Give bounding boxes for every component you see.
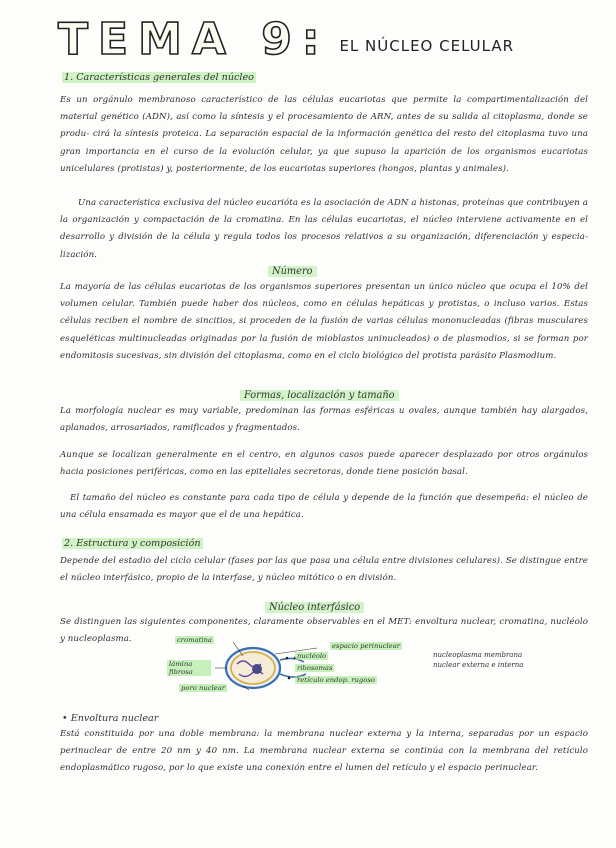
page-subtitle: EL NÚCLEO CELULAR — [339, 37, 515, 55]
interfasico-paragraph: Se distinguen las siguientes componentes, claramente observables en el MET: envoltura nuclear, cromatina, nucléolo y nucleoplasma. — [60, 617, 588, 645]
nucleus-diagram — [165, 632, 585, 700]
envoltura-paragraph: Está constituida por una doble membrana: la membrana nuclear externa y la interna, separadas por un espacio perinuclear de entre 20 nm y 40 nm. La membrana nuclear externa se continúa con la membrana del retículo endoplasmático rugoso, por lo que existe una conexión entre el lumen del retículo y el espacio perinuclear. — [60, 729, 588, 774]
ribosome — [288, 677, 291, 680]
interfasico-heading: Núcleo interfásico — [265, 602, 364, 613]
numero-heading: Número — [268, 266, 317, 277]
section1-paragraph1: Es un orgánulo membranoso característico de las células eucariotas que permite la compartimentalización del material genético (ADN), así como la síntesis y el procesamiento de ARN, antes de su salida al citoplasma, donde se produ- cirá la síntesis proteica. La separación espacial de la información genética del resto del citoplasma tuvo una gran importancia en el curso de la evolución celular, ya que supuso la aparición de los organismos eucariotas unicelulares (protistas) y, posteriormente, de los eucariotas superiores (hongos, plantas y animales). — [60, 95, 588, 174]
ribosome — [286, 657, 289, 660]
diagram-side-note: nucleoplasma membrana nuclear externa e interna — [433, 651, 524, 669]
section2-paragraph: Depende del estadio del ciclo celular (fases por las que pasa una célula entre divisiones celulares). Se distingue entre el núcleo interfásico, propio de la interfase, y núcleo mitótico o en división. — [60, 556, 588, 584]
formas-heading: Formas, localización y tamaño — [240, 390, 399, 401]
label-lamina: lámina fibrosa — [167, 660, 211, 676]
label-nucleolo: nucléolo — [297, 652, 327, 660]
nucleolus — [252, 664, 262, 674]
section1-paragraph2: Una característica exclusiva del núcleo eucarióta es la asociación de ADN a histonas, proteínas que contribuyen a la organización y compactación de la cromatina. En las células eucariotas, el núcleo interviene activamente en el desarrollo y división de la célula y regula todos los procesos relativos a su organización, diferenciación y especia- lización. — [60, 198, 588, 260]
label-reticulo: retículo endop. rugoso — [297, 676, 375, 684]
section2-heading: 2. Estructura y composición — [64, 538, 201, 549]
formas-paragraph3: El tamaño del núcleo es constante para cada tipo de célula y depende de la función que desempeña: el núcleo de una célula ensamada es mayor que el de una hepática. — [60, 493, 588, 521]
formas-paragraph2: Aunque se localizan generalmente en el centro, en algunos casos puede aparecer desplazado por otros orgánulos hacia posiciones periféricas, como en las epiteliales secretoras, donde tiene posición basal. — [60, 450, 588, 478]
label-poro: poro nuclear — [181, 684, 226, 692]
tema-title: TEMA 9: — [58, 14, 330, 65]
formas-paragraph1: La morfología nuclear es muy variable, predominan las formas esféricas u ovales, aunque también hay alargados, aplanados, arrosariados, ramificados y fragmentados. — [60, 406, 588, 434]
label-cromatina: cromatina — [177, 636, 212, 644]
numero-paragraph: La mayoría de las células eucariotas de los organismos superiores presentan un único núcleo que ocupa el 10% del volumen celular. También puede haber dos núcleos, como en células hepáticas y protistas, o incluso varios. Estas células reciben el nombre de sincitios, si proceden de la fusión de varias células mononucleadas (fibras musculares esqueléticas multinucleadas originadas por la fusión de mioblastos uninucleados) o de plasmodios, si se forman por endomitosis sucesivas, sin división del citoplasma, como en el ciclo biológico del protista parásito Plasmodium. — [60, 282, 588, 361]
label-ribosomas: ribosomas — [297, 664, 333, 672]
envoltura-heading: • Envoltura nuclear — [62, 713, 159, 724]
section1-heading: 1. Características generales del núcleo — [64, 72, 254, 83]
title-row — [58, 14, 514, 65]
label-espacio: espacio perinuclear — [332, 642, 401, 650]
